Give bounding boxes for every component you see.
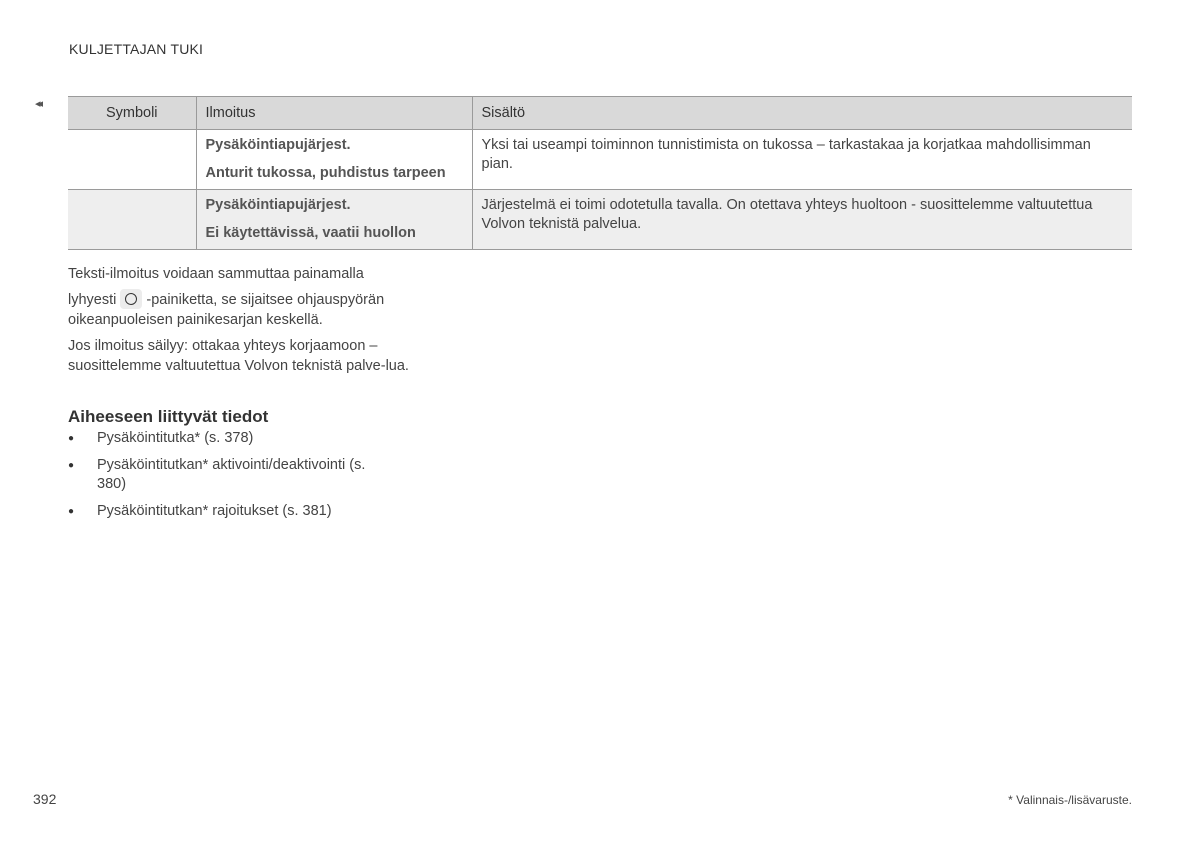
message-line-1: Pysäköintiapujärjest. <box>205 197 351 213</box>
table-header-row <box>68 97 1132 130</box>
content-cell: Yksi tai useampi toiminnon tunnistimista on tukossa – tarkastakaa ja korjatkaa mahdollisimman pian. <box>472 130 1132 190</box>
message-cell <box>196 190 472 250</box>
symbol-cell <box>68 190 196 250</box>
page-header-title: KULJETTAJAN TUKI <box>69 41 204 57</box>
footnote: * Valinnais-/lisävaruste. <box>1008 793 1132 807</box>
circle-o-button-icon <box>120 289 142 309</box>
paragraph-line-with-icon <box>68 289 413 311</box>
message-line-1: Pysäköintiapujärjest. <box>205 137 351 153</box>
paragraph-line: oikeanpuoleisen painikesarjan keskellä. <box>68 311 323 328</box>
column-header-message: Ilmoitus <box>196 97 472 130</box>
table-row <box>68 190 1132 250</box>
parking-assist-messages-table <box>68 96 1132 250</box>
paragraph-line: Teksti-ilmoitus voidaan sammuttaa painamalla <box>68 266 364 282</box>
message-line-2: Ei käytettävissä, vaatii huollon <box>205 225 416 241</box>
content-cell: Järjestelmä ei toimi odotetulla tavalla. On otettava yhteys huoltoon - suosittelemme valtuutettua Volvon teknistä palvelua. <box>472 190 1132 250</box>
related-info-heading: Aiheeseen liittyvät tiedot <box>68 407 269 426</box>
column-header-symbol: Symboli <box>68 97 196 130</box>
persistent-message-paragraph: Jos ilmoitus säilyy: ottakaa yhteys korjaamoon – suosittelemme valtuutettua Volvon teknistä palve-lua. <box>68 338 409 374</box>
table-row <box>68 130 1132 190</box>
page-number: 392 <box>33 791 57 807</box>
related-link-item[interactable]: ● Pysäköintitutkan* aktivointi/deaktivointi (s. 380) <box>68 456 388 495</box>
message-cell <box>196 130 472 190</box>
related-link-item[interactable]: ● Pysäköintitutkan* rajoitukset (s. 381) <box>68 502 388 522</box>
dismiss-instructions-paragraph <box>68 265 413 330</box>
column-header-content: Sisältö <box>472 97 1132 130</box>
message-line-2: Anturit tukossa, puhdistus tarpeen <box>205 165 446 181</box>
related-info-list <box>68 429 388 528</box>
related-link-item[interactable]: ● Pysäköintitutka* (s. 378) <box>68 429 388 449</box>
continued-arrows-icon: ◂◂ <box>35 98 41 110</box>
symbol-cell <box>68 130 196 190</box>
paragraph-text: -painiketta, se sijaitsee ohjauspyörän <box>146 291 385 308</box>
paragraph-text: lyhyesti <box>68 291 117 308</box>
